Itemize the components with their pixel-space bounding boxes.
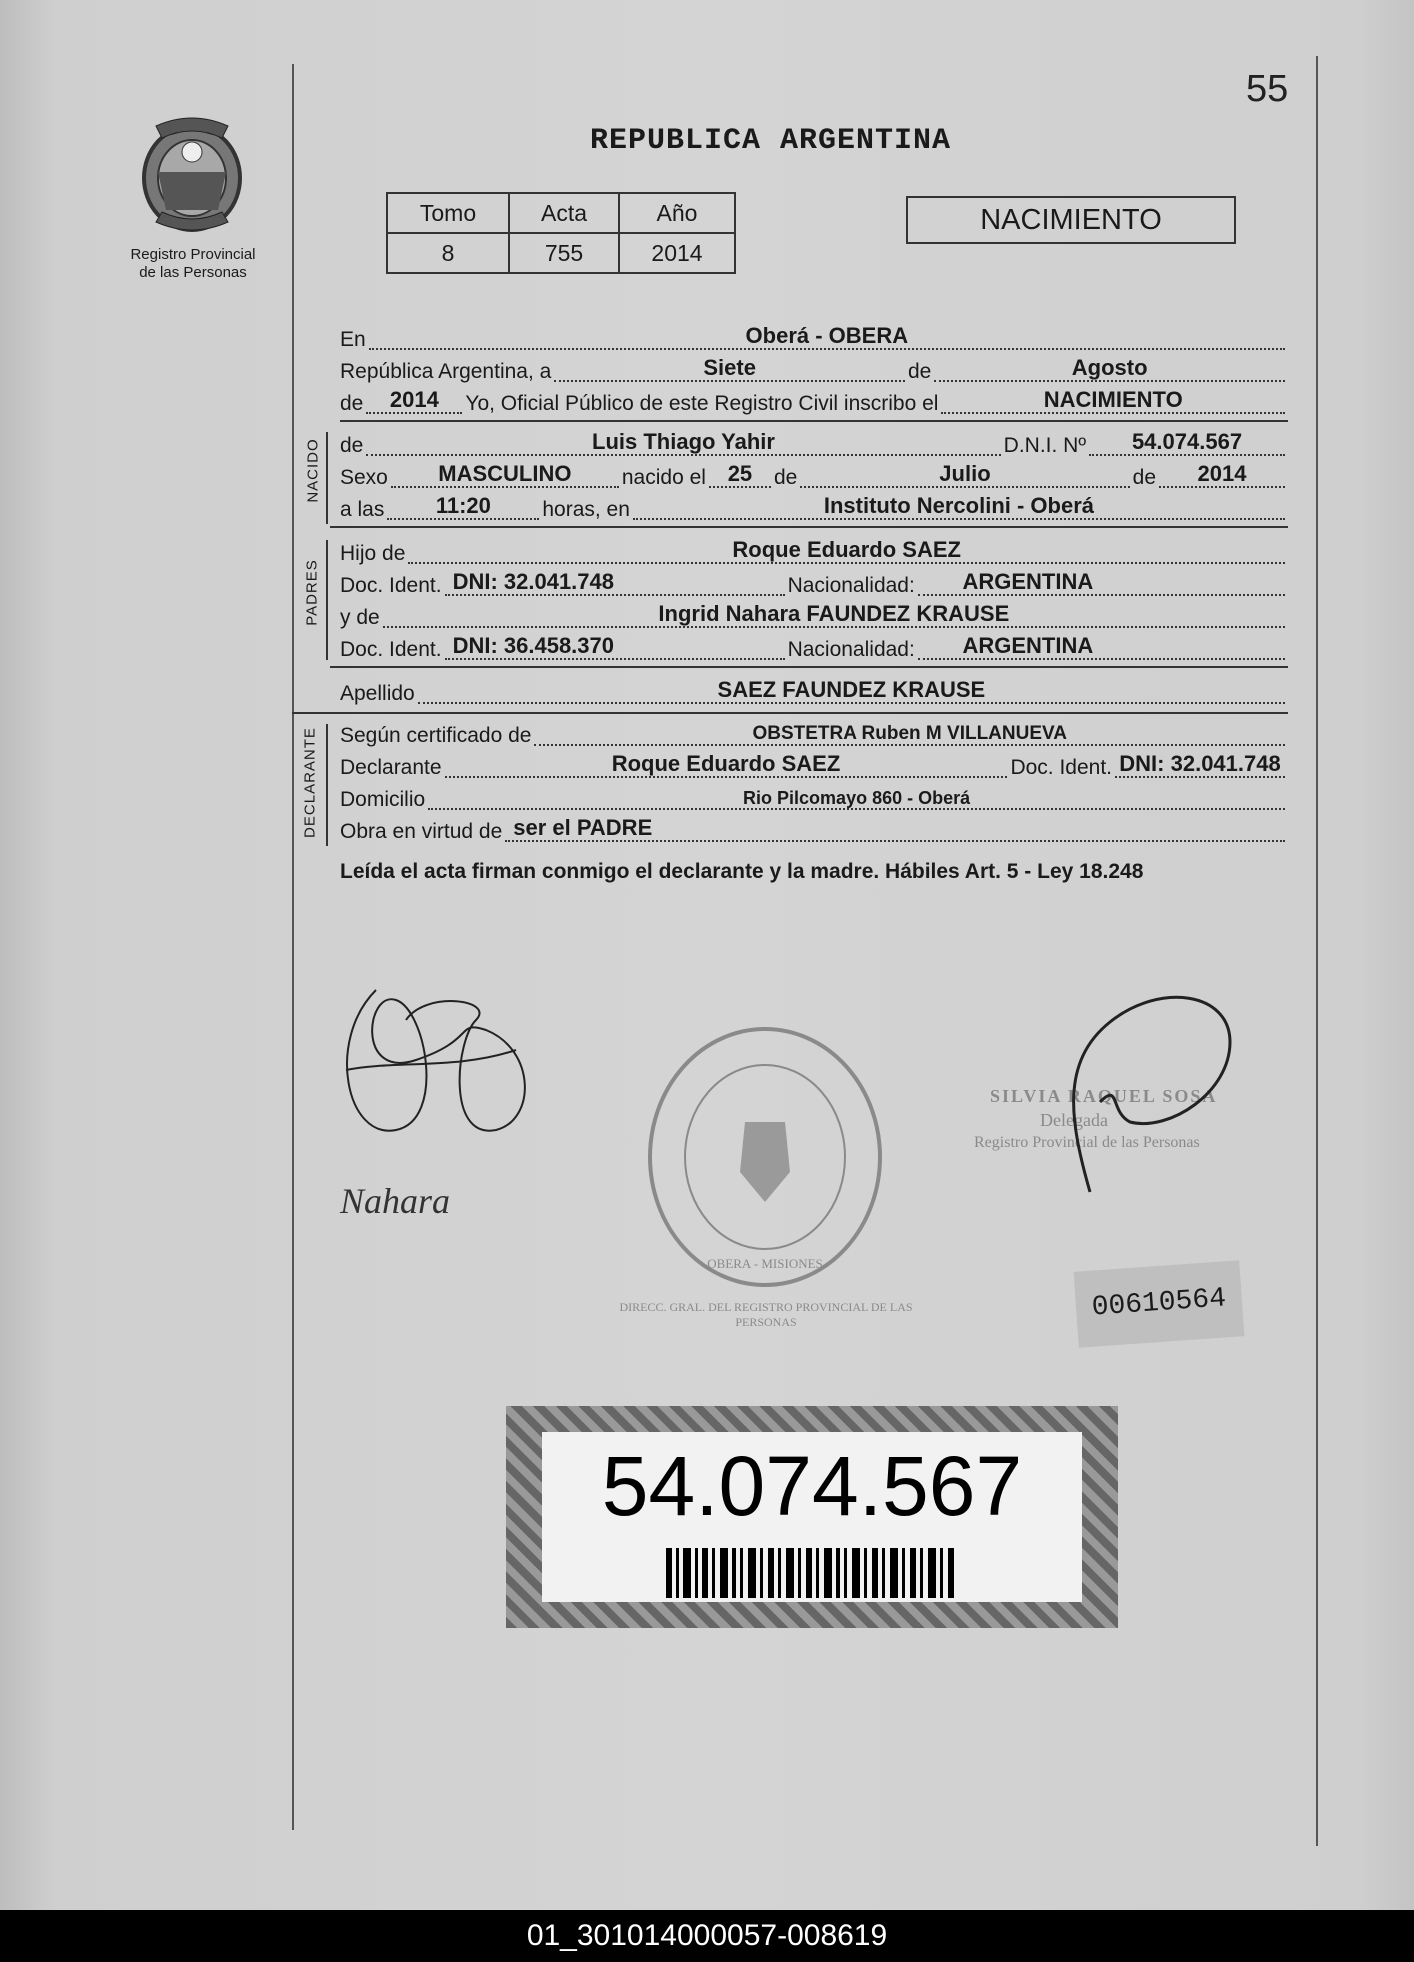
segun-label: Según certificado de — [340, 724, 532, 747]
oficial-text: Yo, Oficial Público de este Registro Civil inscribo el — [465, 392, 939, 415]
hora-field — [387, 488, 539, 520]
value-anio: 2014 — [619, 233, 735, 273]
left-signature-name: Nahara — [340, 1181, 451, 1221]
de-label: de — [907, 360, 932, 383]
record-type-box: NACIMIENTO — [906, 196, 1236, 244]
provincia-crest-icon — [136, 112, 248, 238]
domicilio-field — [428, 778, 1285, 810]
dia-value: Siete — [703, 355, 756, 380]
nacido-anio-field — [1159, 456, 1285, 488]
left-margin-rule — [292, 64, 294, 1830]
nombre-value: Luis Thiago Yahir — [592, 429, 775, 454]
declarante-doc-value: DNI: 32.041.748 — [1119, 751, 1281, 776]
nacionalidad-label: Nacionalidad: — [787, 574, 915, 597]
mes-value: Agosto — [1071, 355, 1148, 380]
barcode-icon — [666, 1548, 958, 1598]
row-hora — [340, 492, 1288, 524]
en-field — [369, 318, 1285, 350]
registry-stamp — [640, 1022, 890, 1292]
section-divider — [330, 526, 1288, 528]
stamp-inner-text: OBERA - MISIONES — [707, 1256, 823, 1271]
dni-field — [1089, 424, 1285, 456]
inscribo-value: NACIMIENTO — [1043, 387, 1183, 412]
padre-doc-field — [445, 564, 785, 596]
official-title: Delegada — [1040, 1110, 1108, 1130]
nacido-side-label: NACIDO — [304, 438, 322, 503]
declarante-field — [445, 746, 1008, 778]
nacido-el-label: nacido el — [621, 466, 706, 489]
nacido-bracket — [326, 432, 328, 524]
inscribo-field — [941, 382, 1285, 414]
document-title: REPUBLICA ARGENTINA — [590, 124, 952, 158]
nombre-label: de — [340, 434, 364, 457]
padre-doc-value: DNI: 32.041.748 — [452, 569, 614, 594]
padres-bracket — [326, 540, 328, 660]
padre-value: Roque Eduardo SAEZ — [732, 537, 961, 562]
a-las-label: a las — [340, 498, 385, 521]
security-label-inner — [542, 1432, 1082, 1602]
header-tomo: Tomo — [387, 193, 509, 233]
certificado-value: OBSTETRA Ruben M VILLANUEVA — [752, 723, 1068, 744]
declarante-bracket — [326, 724, 328, 846]
doc-ident-label: Doc. Ident. — [340, 574, 442, 597]
doc-ident-label: Doc. Ident. — [340, 638, 442, 661]
domicilio-value: Rio Pilcomayo 860 - Oberá — [743, 788, 971, 808]
declarante-side-label: DECLARANTE — [301, 727, 319, 838]
section-divider — [340, 420, 1288, 422]
reference-table — [386, 192, 736, 274]
hijo-de-label: Hijo de — [340, 542, 406, 565]
madre-nac-value: ARGENTINA — [962, 633, 1094, 658]
nacionalidad-label: Nacionalidad: — [787, 638, 915, 661]
nacido-dia-value: 25 — [727, 461, 753, 486]
madre-doc-value: DNI: 36.458.370 — [452, 633, 614, 658]
padres-side-label: PADRES — [303, 559, 321, 626]
obra-field — [505, 810, 1285, 842]
right-signature — [1030, 982, 1240, 1202]
madre-doc-field — [445, 628, 785, 660]
y-de-label: y de — [340, 606, 380, 629]
madre-field — [383, 596, 1285, 628]
mes-field — [934, 350, 1285, 382]
anio-field — [366, 382, 462, 414]
apellido-label: Apellido — [340, 682, 415, 705]
logo-caption — [118, 246, 268, 282]
official-name: SILVIA RAQUEL SOSA — [990, 1086, 1218, 1106]
sexo-field — [391, 456, 619, 488]
logo-caption-line1: Registro Provincial — [130, 246, 256, 263]
sexo-value: MASCULINO — [438, 461, 572, 486]
en-label: En — [340, 328, 366, 351]
madre-nac-field — [918, 628, 1285, 660]
doc-ident2-label: Doc. Ident. — [1010, 756, 1112, 779]
nombre-field — [366, 424, 1000, 456]
declarante-doc-field — [1115, 746, 1285, 778]
nacido-mes-field — [800, 456, 1129, 488]
domicilio-label: Domicilio — [340, 788, 426, 811]
padre-nac-value: ARGENTINA — [962, 569, 1094, 594]
security-label-number: 54.074.567 — [601, 1439, 1023, 1533]
obra-value: ser el PADRE — [513, 815, 653, 840]
header-anio: Año — [619, 193, 735, 233]
dni-label: D.N.I. Nº — [1003, 434, 1086, 457]
document-footer-id: 01_301014000057-008619 — [0, 1910, 1414, 1962]
nacido-dia-field — [709, 456, 771, 488]
declarante-label: Declarante — [340, 756, 442, 779]
serial-number: 00610564 — [1074, 1260, 1245, 1347]
hora-value: 11:20 — [435, 493, 491, 518]
security-label — [506, 1406, 1118, 1628]
value-acta: 755 — [509, 233, 619, 273]
anio-value: 2014 — [389, 387, 439, 412]
header-acta: Acta — [509, 193, 619, 233]
madre-value: Ingrid Nahara FAUNDEZ KRAUSE — [658, 601, 1010, 626]
left-signature — [336, 980, 556, 1160]
row-obra — [340, 814, 1288, 846]
republica-label: República Argentina, a — [340, 360, 552, 383]
declarante-value: Roque Eduardo SAEZ — [611, 751, 841, 776]
sexo-label: Sexo — [340, 466, 388, 489]
closing-statement: Leída el acta firman conmigo el declarante y la madre. Hábiles Art. 5 - Ley 18.248 — [340, 860, 1144, 883]
section-divider — [330, 666, 1288, 668]
page-number: 55 — [1246, 68, 1289, 110]
dia-field — [554, 350, 905, 382]
logo-caption-line2: de las Personas — [139, 264, 247, 281]
certificado-field — [534, 714, 1285, 746]
nacido-anio-value: 2014 — [1197, 461, 1247, 486]
de2-label: de — [340, 392, 364, 415]
row-madre-doc — [340, 632, 1288, 664]
padre-nac-field — [918, 564, 1285, 596]
lugar-value: Instituto Nercolini - Oberá — [823, 493, 1095, 518]
lugar-field — [633, 488, 1285, 520]
horas-en-label: horas, en — [542, 498, 630, 521]
apellido-value: SAEZ FAUNDEZ KRAUSE — [717, 677, 986, 702]
en-value: Oberá - OBERA — [745, 323, 909, 348]
obra-label: Obra en virtud de — [340, 820, 503, 843]
official-office: Registro Provincial de las Personas — [974, 1134, 1200, 1151]
padre-field — [408, 532, 1285, 564]
nacido-mes-value: Julio — [939, 461, 991, 486]
apellido-field — [418, 672, 1285, 704]
dni-value: 54.074.567 — [1131, 429, 1243, 454]
right-margin-rule — [1316, 56, 1318, 1846]
row-inscribo — [340, 386, 1288, 418]
de4-label: de — [1132, 466, 1156, 489]
value-tomo: 8 — [387, 233, 509, 273]
row-apellido — [340, 676, 1288, 708]
stamp-ring-text: DIRECC. GRAL. DEL REGISTRO PROVINCIAL DE LAS PERSONAS — [619, 1300, 913, 1329]
de3-label: de — [773, 466, 798, 489]
